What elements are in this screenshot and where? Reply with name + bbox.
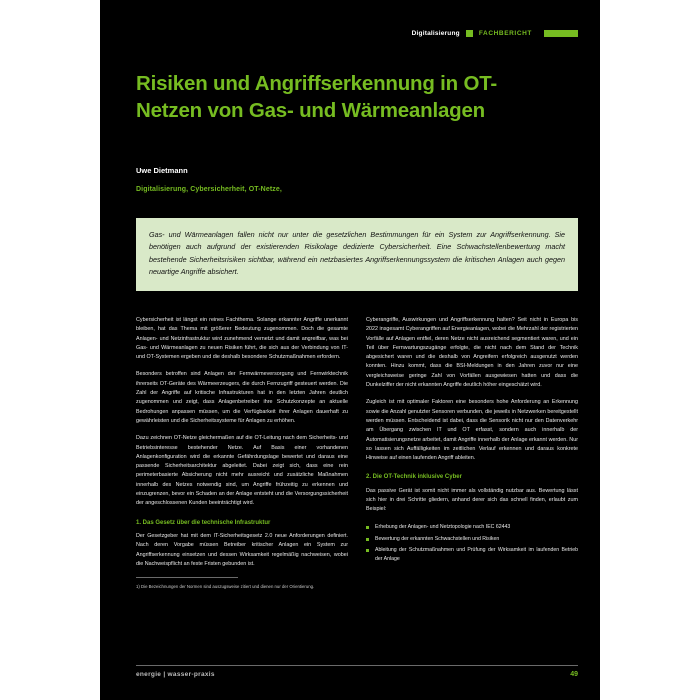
paragraph: Zugleich ist mit optimaler Faktoren eine besonders hohe Anforderung an Erkennung sowie die Anzahl genutzter Sensoren verbunden, die jeweils in Netzwerken bereitgestellt werden müssen. Entscheidend ist dabei, dass die Sensorik nicht nur den Datenverkehr am Übergang zwischen IT und OT erfasst, sondern auch innerhalb der Automatisierungsnetze arbeitet, damit Angriffe innerhalb der Anlage erkannt werden. Nur so lassen sich Auffälligkeiten im zeitlichen Verlauf erkennen und daraus konkrete Hinweise auf einen laufenden Angriff ableiten. bbox=[366, 399, 578, 462]
article-keywords: Digitalisierung, Cybersicherheit, OT-Netze, bbox=[136, 186, 282, 193]
article-body bbox=[136, 316, 578, 644]
header-accent-bar bbox=[544, 30, 578, 37]
list-item: Erhebung der Anlagen- und Netztopologie nach IEC 62443 bbox=[366, 523, 578, 532]
article-abstract: Gas- und Wärmeanlagen fallen nicht nur unter die gesetzlichen Bestimmungen für ein System zur Angriffserkennung. Sie benötigen auch aufgrund der existierenden Risikolage dedizierte Cybersicherheit. Eine Schwachstellenbewertung macht bestehende Sicherheitsrisiken sichtbar, während ein netzbasiertes Angriffserkennungssystem die kritischen Anlagen auch gegen neuartige Angriffe absichert. bbox=[136, 218, 578, 291]
paragraph: Cyberangriffe, Auswirkungen und Angriffserkennung halten? Seit nicht in Europa bis 2022 insgesamt Cyberangriffen auf Energieanlagen, wobei die Mehrzahl der registrierten Vorfälle auf Anlagen entfiel, deren Netze nicht ausreichend segmentiert waren, und ein Teil über Fernwartungszugänge erfolgte, die nicht nach dem Stand der Technik abgesichert waren und die deshalb von Angreifern erfolgreich ausgenutzt werden konnten. Hinzu kommt, dass die BSI-Meldungen in den Jahren zuvor nur eine vergleichsweise geringe Zahl von Vorfällen ausgewiesen hatten und dass die Dunkelziffer der nicht erkannten Angriffe deutlich höher eingeschätzt wird. bbox=[366, 317, 578, 389]
header-square-icon bbox=[466, 30, 473, 37]
paragraph: Cybersicherheit ist längst ein reines Fachthema. Solange erkannter Angriffe unerkannt bleiben, hat das Thema mit größerer Bedeutung zugenommen. Doch die gesamte Anlagen- und Netzinfrastruktur wird zunehmend vernetzt und damit angreifbar, was bei Gas- und Wärmeanlagen zu neuen Risiken führt, die sich aus der Verbindung von IT- und OT-Systemen ergeben und die deshalb besondere Schutzmaßnahmen erfordern. bbox=[136, 317, 348, 361]
article-author: Uwe Dietmann bbox=[136, 166, 188, 175]
section-heading: 2. Die OT-Technik inklusive Cyber bbox=[366, 474, 462, 481]
footnote-divider bbox=[136, 577, 238, 578]
column-left bbox=[136, 316, 348, 644]
header-section-label: FACHBERICHT bbox=[478, 29, 532, 37]
paragraph: Das passive Gerät ist somit nicht immer als vollständig nutzbar aus. Bewertung lässt sich hier in drei Schritte gliedern, anhand derer sich das schnell finden, erlaubt zum Beispiel: bbox=[366, 487, 578, 513]
page-margin-left bbox=[0, 0, 100, 700]
publication-name: energie | wasser-praxis bbox=[136, 671, 215, 678]
bullet-list bbox=[366, 523, 578, 564]
paragraph: Dazu zeichnen OT-Netze gleichermaßen auf die OT-Leitung nach dem Sicherheits- und Betriebsinteresse bestehender Netze. Auf Basis einer vorhandenen Anlagenkonfiguration wird die erkannte Gefährdungslage bewertet und daraus eine passende Sicherheitsarchitektur abgeleitet. Dabei zeigt sich, dass eine rein perimeterbasierte Absicherung nicht mehr ausreicht und zusätzliche Maßnahmen innerhalb des Netzes notwendig sind, um Angriffe frühzeitig zu erkennen und einzugrenzen, bevor ein Schaden an der Anlage entsteht und die Versorgungssicherheit der angeschlossenen Kunden beeinträchtigt wird. bbox=[136, 435, 348, 507]
paragraph: Besonders betroffen sind Anlagen der Fernwärmeversorgung und Fernwirktechnik ihrerseits OT-Geräte des Wärmeerzeugers, die durch Fernzugriff gesteuert werden. Die Zahl der Angriffe auf kritische Infrastrukturen hat in den letzten Jahren deutlich zugenommen und zeigt, dass Anlagenbetreiber ihre Schutzkonzepte an aktuelle Bedrohungen anpassen müssen, um die Verfügbarkeit ihrer Anlagen dauerhaft zu gewährleisten und die Sicherheitssysteme für Anlagen zu erhöhen. bbox=[136, 371, 348, 424]
page-footer bbox=[136, 665, 578, 678]
article-sheet bbox=[100, 0, 600, 700]
paragraph: Der Gesetzgeber hat mit dem IT-Sicherheitsgesetz 2.0 neue Anforderungen definiert. Nach deren Vorgabe müssen Betreiber kritischer Anlagen ein System zur Angriffserkennung einsetzen und dessen Wirksamkeit regelmäßig nachweisen, wobei die Nachweispflicht an feste Fristen gebunden ist. bbox=[136, 533, 348, 567]
header-category: Digitalisierung bbox=[411, 29, 460, 37]
footnote: 1) Die Bezeichnungen der Normen sind auszugsweise zitiert und dienen nur der Orientierung. bbox=[136, 584, 315, 590]
column-right bbox=[366, 316, 578, 644]
page-number: 49 bbox=[570, 671, 578, 678]
page-title: Risiken und Angriffserkennung in OT-Netzen von Gas- und Wärmeanlagen bbox=[136, 71, 498, 122]
list-item: Ableitung der Schutzmaßnahmen und Prüfung der Wirksamkeit im laufenden Betrieb der Anlage bbox=[366, 546, 578, 564]
section-heading: 1. Das Gesetz über die technische Infrastruktur bbox=[136, 519, 271, 526]
list-item: Bewertung der erkannten Schwachstellen und Risiken bbox=[366, 535, 578, 544]
page-header bbox=[136, 26, 578, 40]
page-margin-right bbox=[600, 0, 700, 700]
